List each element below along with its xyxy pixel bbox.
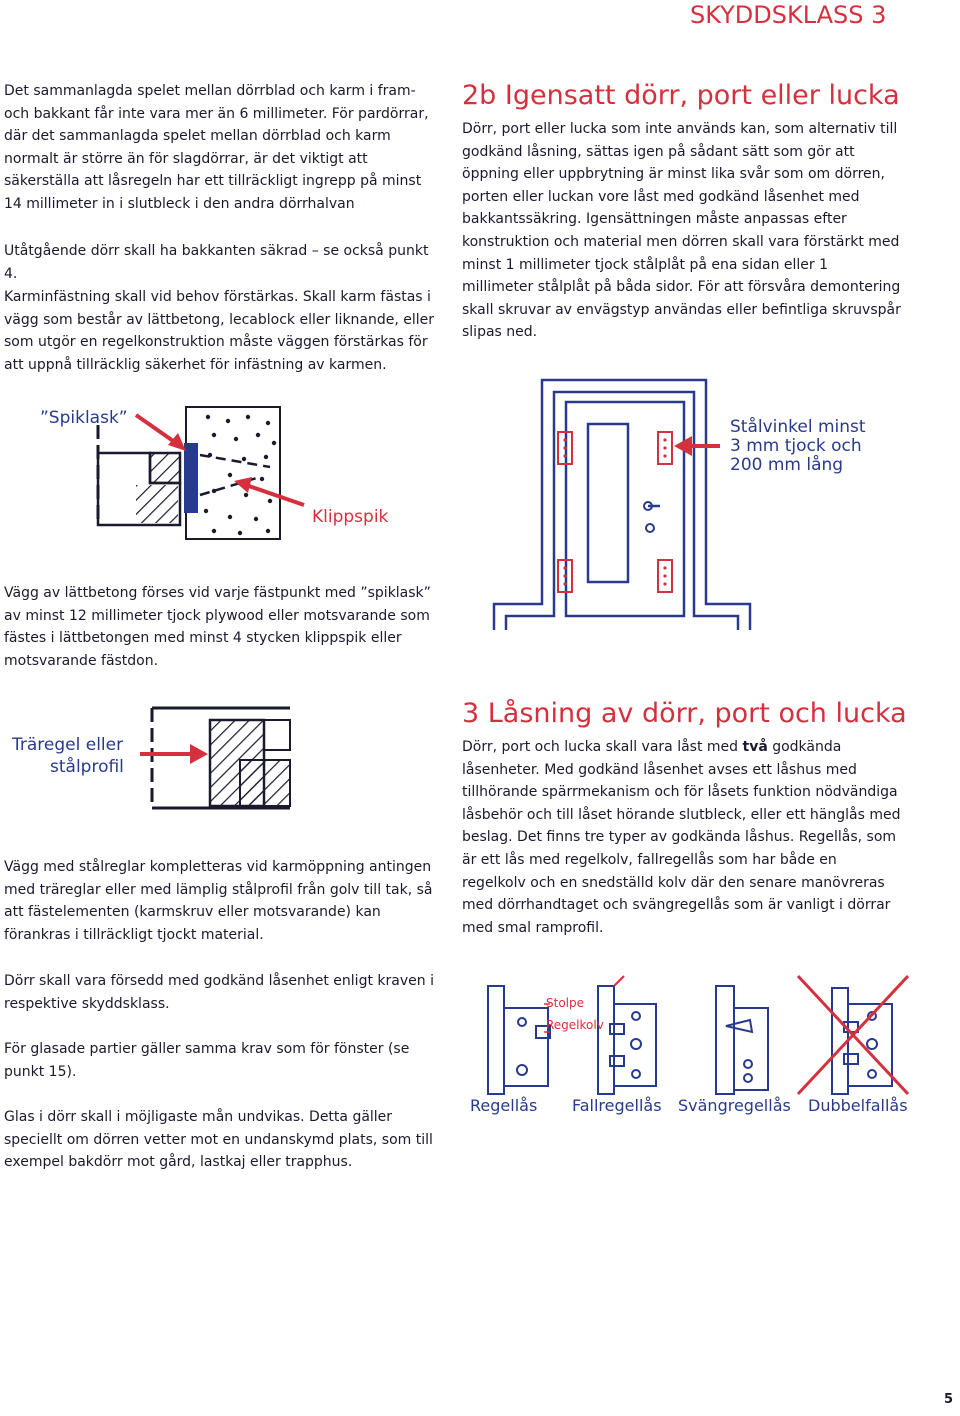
paragraph-3-start: Dörr, port och lucka skall vara låst med xyxy=(462,739,743,755)
figure-door xyxy=(480,378,920,640)
paragraph-2b: Dörr, port eller lucka som inte används kan, som alternativ till godkänd låsning, sättas igen på sådant sätt som gör att öppning eller uppbrytning är minst lika svår som om dörren, porten eller luckan vore låst med godkänd låsenhet med bakkantssäkring. Igensättningen måste anpassas efter konstruktion och material men dörren skall vara förstärkt med minst 1 millimeter tjock stålplåt på ena sidan eller 1 millimeter stålplåt på båda sidor. För att försvåra demontering skall skruvar av envägstyp användas eller befintliga skruvspår slipas ned. xyxy=(462,121,901,341)
stud-diagram xyxy=(0,700,440,810)
paragraph-lightweight-concrete: Vägg av lättbetong förses vid varje fästpunkt med ”spiklask” av minst 12 millimeter tjock plywood eller motsvarande som fästes i lättbetongen med minst 4 stycken klippspik eller motsvarande fästdon. xyxy=(4,585,431,669)
label-regelkolv: Regelkolv xyxy=(546,1018,604,1032)
figure-stud xyxy=(0,700,440,810)
paragraph-frame-fastening: Karminfästning skall vid behov förstärkas. Skall karm fästas i vägg som består av lättbetong, lecablock eller liknande, eller som utgör en regelkonstruktion måste väggen förstärkas för att uppnå tillräcklig säkerhet för infästning av karmen. xyxy=(4,289,435,373)
paragraph-frame-gap: Det sammanlagda spelet mellan dörrblad och karm i fram- och bakkant får inte vara mer än 6 millimeter. För pardörrar, där det sammanlagda spelet mellan dörrblad och karm normalt är större än för slagdörrar, är det viktigt att säkerställa att låsregeln har ett tillräckligt ingrepp på minst 14 millimeter in i slutbleck i den andra dörrhalvan xyxy=(4,83,429,212)
lock-name-dubbelfallas: Dubbelfallås xyxy=(808,1096,908,1115)
heading-3: 3 Låsning av dörr, port och lucka xyxy=(462,698,907,729)
lock-regellas-drawing xyxy=(488,986,550,1094)
label-stud-line2: stålprofil xyxy=(50,757,124,777)
label-stolpe: Stolpe xyxy=(546,996,584,1010)
lock-svangregellas-drawing xyxy=(716,986,768,1094)
paragraph-glazing: För glasade partier gäller samma krav som för fönster (se punkt 15). xyxy=(4,1041,410,1080)
label-steel-angle xyxy=(730,418,866,475)
paragraph-outward-door: Utåtgående dörr skall ha bakkanten säkrad – se också punkt 4. xyxy=(4,243,429,282)
locks-diagram xyxy=(460,974,920,1094)
paragraph-3 xyxy=(462,736,904,939)
section-title: SKYDDSKLASS 3 xyxy=(690,1,887,29)
paragraph-3-bold: två xyxy=(742,739,768,755)
page-number: 5 xyxy=(944,1392,954,1407)
heading-2b: 2b Igensatt dörr, port eller lucka xyxy=(462,80,900,111)
label-stud-line1: Träregel eller xyxy=(12,735,124,755)
label-steel-angle-line2: 3 mm tjock och xyxy=(730,436,862,456)
figure-spiklask xyxy=(0,395,440,545)
label-steel-angle-line1: Stålvinkel minst xyxy=(730,417,866,437)
lock-fallregellas-drawing xyxy=(598,976,656,1094)
lock-name-fallregellas: Fallregellås xyxy=(572,1096,662,1115)
label-klippspik: Klippspik xyxy=(312,507,389,527)
label-spiklask: ”Spiklask” xyxy=(40,408,128,428)
paragraph-3-rest: godkända låsenheter. Med godkänd låsenhet avses ett låshus med tillhörande spärrmekanism och för låsets funktion nödvändiga låsbehör och till låset hörande slutbleck, eller ett hänglås med beslag. Det finns tre typer av godkända låshus. Regellås, som är ett lås med regelkolv, fallregellås som har både en regelkolv och en snedställd kolv där den senare manövreras med dörrhandtaget och svängregellås som är vanligt i dörrar med smal ramprofil. xyxy=(462,739,901,936)
lock-name-svangregellas: Svängregellås xyxy=(678,1096,791,1115)
lock-name-regellas: Regellås xyxy=(470,1096,538,1115)
paragraph-glass: Glas i dörr skall i möjligaste mån undvikas. Detta gäller speciellt om dörren vetter mot en undanskymd plats, som till exempel bakdörr mot gård, lastkaj eller trapphus. xyxy=(4,1109,433,1171)
paragraph-lock-unit: Dörr skall vara försedd med godkänd låsenhet enligt kraven i respektive skyddsklass. xyxy=(4,973,434,1012)
figure-locks xyxy=(460,974,920,1124)
label-steel-angle-line3: 200 mm lång xyxy=(730,455,844,475)
paragraph-steel-studs: Vägg med stålreglar kompletteras vid karmöppning antingen med träreglar eller med lämplig stålprofil från golv till tak, så att fästelementen (karmskruv eller motsvarande) kan förankras i tillräckligt tjockt material. xyxy=(4,859,433,943)
